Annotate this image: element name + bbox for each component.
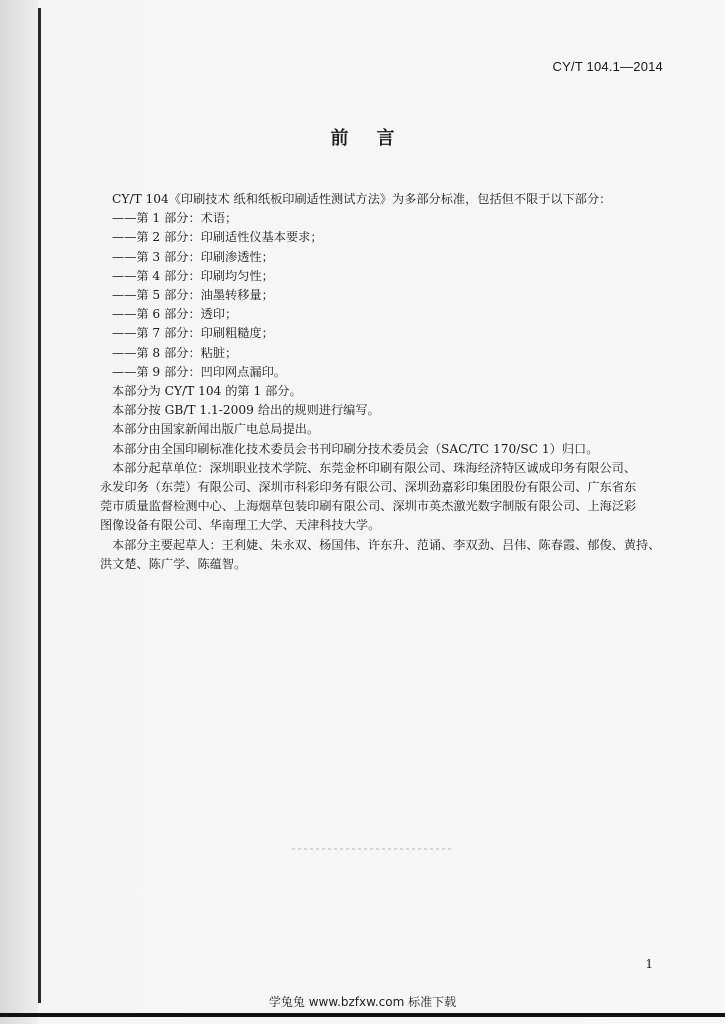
scan-artifact-mark: [292, 848, 452, 850]
part-item-8: ——第 8 部分：粘脏；: [112, 345, 238, 360]
part-item-1: ——第 1 部分：术语；: [112, 211, 238, 226]
part-item-3: ——第 3 部分：印刷渗透性；: [112, 249, 274, 264]
statement-part-number: 本部分为 CY/T 104 的第 1 部分。: [112, 384, 302, 399]
footer-watermark: 学兔兔 www.bzfxw.com 标准下载: [268, 995, 457, 1009]
document-code: CY/T 104.1—2014: [552, 59, 663, 74]
drafters-line-2: 洪文楚、陈广学、陈蕴智。: [100, 556, 247, 571]
binding-edge-line: [38, 8, 41, 1003]
footer-rule: [0, 1013, 725, 1017]
part-item-5: ——第 5 部分：油墨转移量；: [112, 288, 274, 303]
drafting-units-line-1: 本部分起草单位：深圳职业技术学院、东莞金杯印刷有限公司、珠海经济特区诚成印务有限公司、: [112, 460, 637, 475]
binding-shadow: [0, 0, 38, 1024]
part-item-9: ——第 9 部分：凹印网点漏印。: [112, 364, 286, 379]
page-title: 前言: [330, 128, 423, 149]
part-item-4: ——第 4 部分：印刷均匀性；: [112, 268, 274, 283]
statement-proposer: 本部分由国家新闻出版广电总局提出。: [112, 422, 320, 437]
drafting-units-line-3: 莞市质量监督检测中心、上海烟草包装印刷有限公司、深圳市英杰激光数字制版有限公司、上海泛彩: [100, 499, 637, 514]
part-item-6: ——第 6 部分：透印；: [112, 307, 238, 322]
document-body: [100, 190, 664, 574]
page-number: 1: [645, 957, 653, 971]
statement-drafting-rules: 本部分按 GB/T 1.1-2009 给出的规则进行编写。: [112, 403, 380, 418]
intro-paragraph: CY/T 104《印刷技术 纸和纸板印刷适性测试方法》为多部分标准，包括但不限于以下部分：: [112, 192, 612, 206]
drafters-paragraph: [100, 536, 664, 574]
drafters-line-1: 本部分主要起草人：王利婕、朱永双、杨国伟、许东升、范诵、李双劲、吕伟、陈春霞、郁俊、黄持、: [112, 537, 661, 552]
drafting-units-paragraph: [100, 459, 664, 536]
drafting-units-line-2: 永发印务（东莞）有限公司、深圳市科彩印务有限公司、深圳劲嘉彩印集团股份有限公司、广东省东: [100, 480, 637, 495]
part-item-2: ——第 2 部分：印刷适性仪基本要求；: [112, 230, 323, 245]
drafting-units-line-4: 图像设备有限公司、华南理工大学、天津科技大学。: [100, 518, 381, 533]
statement-committee: 本部分由全国印刷标准化技术委员会书刊印刷分技术委员会（SAC/TC 170/SC 1）归口。: [112, 441, 599, 456]
part-item-7: ——第 7 部分：印刷粗糙度；: [112, 326, 274, 341]
